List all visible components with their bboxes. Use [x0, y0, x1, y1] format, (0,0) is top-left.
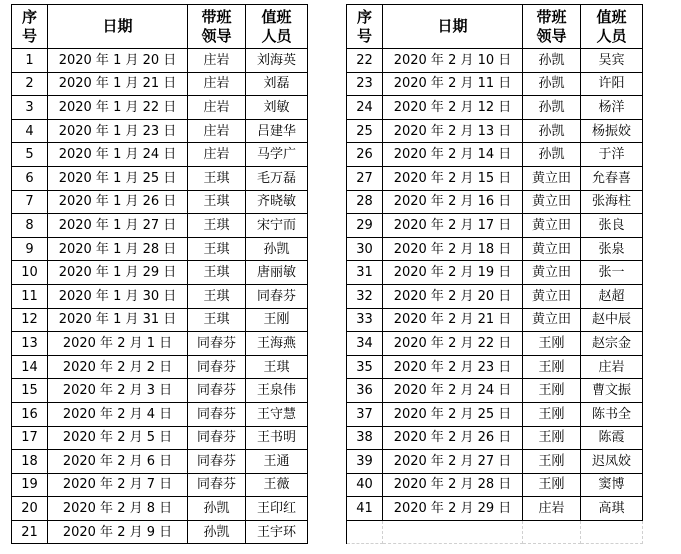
row-leader: 王刚: [523, 379, 581, 403]
row-date: 2020 年 2 月 13 日: [383, 119, 523, 143]
table-row: [347, 119, 643, 143]
row-date: 2020 年 1 月 23 日: [48, 119, 188, 143]
row-leader: 同春芬: [188, 450, 246, 474]
row-duty: 王宇环: [246, 520, 308, 544]
row-date: 2020 年 2 月 6 日: [48, 450, 188, 474]
table-row: [12, 497, 308, 521]
row-date: 2020 年 2 月 17 日: [383, 214, 523, 238]
table-row: [347, 473, 643, 497]
table-row: [347, 261, 643, 285]
row-date: 2020 年 2 月 14 日: [383, 143, 523, 167]
row-duty: 赵超: [581, 284, 643, 308]
row-leader: 王琪: [188, 308, 246, 332]
row-duty: 唐丽敏: [246, 261, 308, 285]
row-duty: 王守慧: [246, 402, 308, 426]
row-leader: 同春芬: [188, 332, 246, 356]
row-date: 2020 年 2 月 28 日: [383, 473, 523, 497]
empty-cell: [523, 520, 581, 544]
row-number: 39: [347, 450, 383, 474]
row-leader: 王刚: [523, 450, 581, 474]
row-leader: 王琪: [188, 284, 246, 308]
row-date: 2020 年 2 月 25 日: [383, 402, 523, 426]
table-row: [347, 49, 643, 73]
row-duty: 王海燕: [246, 332, 308, 356]
row-number: 17: [12, 426, 48, 450]
row-leader: 孙凯: [188, 497, 246, 521]
row-number: 34: [347, 332, 383, 356]
row-number: 37: [347, 402, 383, 426]
row-date: 2020 年 1 月 24 日: [48, 143, 188, 167]
row-number: 14: [12, 355, 48, 379]
empty-cell: [383, 520, 523, 544]
row-duty: 刘磊: [246, 72, 308, 96]
row-date: 2020 年 2 月 20 日: [383, 284, 523, 308]
row-date: 2020 年 1 月 26 日: [48, 190, 188, 214]
row-number: 8: [12, 214, 48, 238]
row-number: 3: [12, 96, 48, 120]
row-duty: 孙凯: [246, 237, 308, 261]
table-row: [12, 473, 308, 497]
table-row: [347, 450, 643, 474]
row-date: 2020 年 1 月 21 日: [48, 72, 188, 96]
row-leader: 孙凯: [523, 143, 581, 167]
row-number: 33: [347, 308, 383, 332]
row-duty: 迟凤姣: [581, 450, 643, 474]
row-number: 19: [12, 473, 48, 497]
row-duty: 同春芬: [246, 284, 308, 308]
table-row: [12, 450, 308, 474]
row-number: 10: [12, 261, 48, 285]
row-leader: 王琪: [188, 190, 246, 214]
row-duty: 赵中辰: [581, 308, 643, 332]
header-num: 序 号: [12, 5, 48, 49]
row-date: 2020 年 2 月 12 日: [383, 96, 523, 120]
row-number: 30: [347, 237, 383, 261]
table-row: [12, 190, 308, 214]
table-row: [347, 190, 643, 214]
row-leader: 王刚: [523, 402, 581, 426]
table-row: [12, 143, 308, 167]
table-row: [347, 284, 643, 308]
table-row: [347, 355, 643, 379]
table-row: [12, 284, 308, 308]
row-duty: 王琪: [246, 355, 308, 379]
row-duty: 窦博: [581, 473, 643, 497]
row-date: 2020 年 2 月 27 日: [383, 450, 523, 474]
row-date: 2020 年 2 月 19 日: [383, 261, 523, 285]
row-date: 2020 年 2 月 9 日: [48, 520, 188, 544]
table-row: [12, 96, 308, 120]
table-row: [12, 332, 308, 356]
row-duty: 赵宗金: [581, 332, 643, 356]
row-number: 6: [12, 166, 48, 190]
row-number: 4: [12, 119, 48, 143]
header-row: [347, 5, 643, 49]
table-row: [12, 72, 308, 96]
row-date: 2020 年 2 月 10 日: [383, 49, 523, 73]
row-date: 2020 年 1 月 25 日: [48, 166, 188, 190]
empty-cell: [581, 520, 643, 544]
row-date: 2020 年 1 月 20 日: [48, 49, 188, 73]
row-duty: 许阳: [581, 72, 643, 96]
table-row: [347, 143, 643, 167]
row-date: 2020 年 2 月 16 日: [383, 190, 523, 214]
row-duty: 王书明: [246, 426, 308, 450]
row-duty: 张海柱: [581, 190, 643, 214]
row-duty: 毛万磊: [246, 166, 308, 190]
row-duty: 曹文振: [581, 379, 643, 403]
row-date: 2020 年 2 月 3 日: [48, 379, 188, 403]
table-row: [12, 402, 308, 426]
row-leader: 王琪: [188, 261, 246, 285]
row-leader: 孙凯: [523, 96, 581, 120]
row-date: 2020 年 1 月 27 日: [48, 214, 188, 238]
duty-roster-table-left: [11, 4, 308, 544]
row-number: 28: [347, 190, 383, 214]
header-date: 日期: [48, 5, 188, 49]
empty-row: [347, 520, 643, 544]
row-leader: 黄立田: [523, 261, 581, 285]
row-date: 2020 年 1 月 29 日: [48, 261, 188, 285]
row-duty: 庄岩: [581, 355, 643, 379]
row-date: 2020 年 2 月 22 日: [383, 332, 523, 356]
row-date: 2020 年 1 月 30 日: [48, 284, 188, 308]
row-leader: 黄立田: [523, 166, 581, 190]
row-duty: 杨振姣: [581, 119, 643, 143]
row-duty: 刘海英: [246, 49, 308, 73]
row-duty: 王薇: [246, 473, 308, 497]
header-row: [12, 5, 308, 49]
row-leader: 孙凯: [188, 520, 246, 544]
row-duty: 张一: [581, 261, 643, 285]
row-leader: 王琪: [188, 166, 246, 190]
table-row: [12, 426, 308, 450]
row-duty: 刘敏: [246, 96, 308, 120]
row-leader: 庄岩: [188, 72, 246, 96]
row-leader: 黄立田: [523, 284, 581, 308]
row-number: 9: [12, 237, 48, 261]
row-number: 41: [347, 497, 383, 521]
table-row: [12, 119, 308, 143]
row-number: 35: [347, 355, 383, 379]
table-row: [347, 497, 643, 521]
row-number: 24: [347, 96, 383, 120]
row-duty: 陈书全: [581, 402, 643, 426]
row-leader: 庄岩: [188, 119, 246, 143]
row-duty: 张良: [581, 214, 643, 238]
row-number: 25: [347, 119, 383, 143]
row-date: 2020 年 2 月 26 日: [383, 426, 523, 450]
row-date: 2020 年 2 月 1 日: [48, 332, 188, 356]
row-leader: 孙凯: [523, 72, 581, 96]
row-number: 21: [12, 520, 48, 544]
row-date: 2020 年 1 月 22 日: [48, 96, 188, 120]
row-leader: 同春芬: [188, 355, 246, 379]
table-row: [12, 166, 308, 190]
header-leader: 带班 领导: [188, 5, 246, 49]
row-number: 31: [347, 261, 383, 285]
row-date: 2020 年 2 月 4 日: [48, 402, 188, 426]
table-row: [347, 379, 643, 403]
row-leader: 王刚: [523, 473, 581, 497]
table-row: [12, 261, 308, 285]
row-date: 2020 年 1 月 28 日: [48, 237, 188, 261]
row-duty: 王通: [246, 450, 308, 474]
table-row: [347, 237, 643, 261]
row-leader: 王刚: [523, 355, 581, 379]
table-row: [347, 72, 643, 96]
row-number: 16: [12, 402, 48, 426]
row-date: 2020 年 2 月 11 日: [383, 72, 523, 96]
row-number: 1: [12, 49, 48, 73]
row-number: 12: [12, 308, 48, 332]
row-number: 11: [12, 284, 48, 308]
header-date: 日期: [383, 5, 523, 49]
row-number: 23: [347, 72, 383, 96]
row-leader: 同春芬: [188, 473, 246, 497]
table-row: [12, 49, 308, 73]
header-duty: 值班 人员: [246, 5, 308, 49]
row-leader: 庄岩: [188, 96, 246, 120]
row-number: 26: [347, 143, 383, 167]
row-leader: 孙凯: [523, 49, 581, 73]
row-leader: 王琪: [188, 214, 246, 238]
table-row: [12, 379, 308, 403]
row-date: 2020 年 2 月 29 日: [383, 497, 523, 521]
row-date: 2020 年 2 月 15 日: [383, 166, 523, 190]
row-duty: 王泉伟: [246, 379, 308, 403]
row-duty: 吴宾: [581, 49, 643, 73]
row-number: 13: [12, 332, 48, 356]
row-duty: 王印红: [246, 497, 308, 521]
row-duty: 吕建华: [246, 119, 308, 143]
row-leader: 王刚: [523, 332, 581, 356]
duty-roster-table-right: [346, 4, 643, 544]
row-leader: 同春芬: [188, 426, 246, 450]
header-leader: 带班 领导: [523, 5, 581, 49]
row-leader: 庄岩: [188, 143, 246, 167]
row-duty: 允春喜: [581, 166, 643, 190]
table-row: [12, 520, 308, 544]
table-row: [12, 214, 308, 238]
row-duty: 马学广: [246, 143, 308, 167]
row-leader: 同春芬: [188, 379, 246, 403]
row-date: 2020 年 2 月 21 日: [383, 308, 523, 332]
row-date: 2020 年 1 月 31 日: [48, 308, 188, 332]
row-number: 22: [347, 49, 383, 73]
table-row: [347, 332, 643, 356]
table-row: [347, 166, 643, 190]
row-number: 15: [12, 379, 48, 403]
table-row: [12, 308, 308, 332]
row-number: 32: [347, 284, 383, 308]
row-leader: 同春芬: [188, 402, 246, 426]
row-date: 2020 年 2 月 24 日: [383, 379, 523, 403]
row-leader: 黄立田: [523, 308, 581, 332]
row-date: 2020 年 2 月 2 日: [48, 355, 188, 379]
row-date: 2020 年 2 月 7 日: [48, 473, 188, 497]
table-row: [347, 214, 643, 238]
row-leader: 黄立田: [523, 214, 581, 238]
row-number: 29: [347, 214, 383, 238]
empty-cell: [347, 520, 383, 544]
row-number: 7: [12, 190, 48, 214]
row-duty: 王刚: [246, 308, 308, 332]
row-number: 2: [12, 72, 48, 96]
row-number: 36: [347, 379, 383, 403]
row-number: 40: [347, 473, 383, 497]
table-row: [347, 308, 643, 332]
row-leader: 黄立田: [523, 190, 581, 214]
row-date: 2020 年 2 月 23 日: [383, 355, 523, 379]
row-leader: 王刚: [523, 426, 581, 450]
row-duty: 齐晓敏: [246, 190, 308, 214]
table-row: [347, 96, 643, 120]
row-number: 18: [12, 450, 48, 474]
header-num: 序 号: [347, 5, 383, 49]
row-number: 20: [12, 497, 48, 521]
header-duty: 值班 人员: [581, 5, 643, 49]
row-duty: 陈霞: [581, 426, 643, 450]
row-duty: 杨洋: [581, 96, 643, 120]
row-duty: 于洋: [581, 143, 643, 167]
row-date: 2020 年 2 月 5 日: [48, 426, 188, 450]
table-row: [347, 402, 643, 426]
row-date: 2020 年 2 月 8 日: [48, 497, 188, 521]
row-leader: 庄岩: [188, 49, 246, 73]
row-leader: 王琪: [188, 237, 246, 261]
row-number: 5: [12, 143, 48, 167]
row-leader: 黄立田: [523, 237, 581, 261]
table-row: [347, 426, 643, 450]
table-row: [12, 237, 308, 261]
row-leader: 庄岩: [523, 497, 581, 521]
row-duty: 高琪: [581, 497, 643, 521]
row-duty: 宋宁而: [246, 214, 308, 238]
row-number: 27: [347, 166, 383, 190]
table-row: [12, 355, 308, 379]
row-duty: 张泉: [581, 237, 643, 261]
row-date: 2020 年 2 月 18 日: [383, 237, 523, 261]
row-number: 38: [347, 426, 383, 450]
row-leader: 孙凯: [523, 119, 581, 143]
